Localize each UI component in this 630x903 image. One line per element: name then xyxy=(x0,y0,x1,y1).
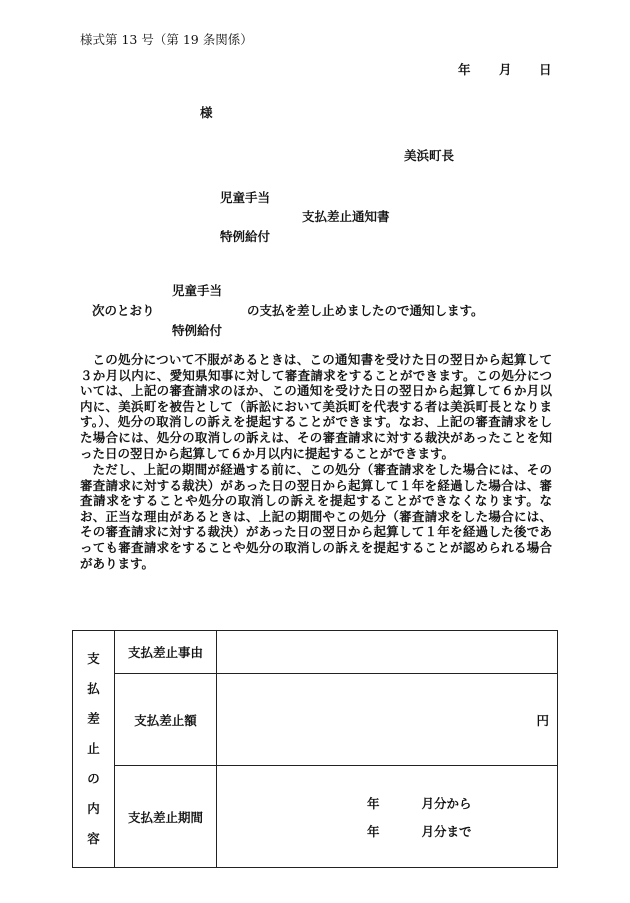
suspension-details-table xyxy=(72,630,558,868)
period-label: 支払差止期間 xyxy=(115,766,217,868)
amount-label: 支払差止額 xyxy=(115,674,217,766)
statement-prefix: 次のとおり xyxy=(92,303,155,318)
statement-allowance-1: 児童手当 xyxy=(172,283,223,298)
section-char: 内 xyxy=(87,801,100,816)
period-from-month: 月分から xyxy=(421,796,472,811)
title-allowance-2: 特例給付 xyxy=(220,229,271,244)
amount-value-field xyxy=(217,674,558,766)
table-row xyxy=(73,674,558,766)
date-day-label: 日 xyxy=(539,62,552,77)
statement-suffix: の支払を差し止めましたので通知します。 xyxy=(247,303,484,318)
title-main: 支払差止通知書 xyxy=(302,209,390,224)
appeal-notice-paragraph-2: ただし、上記の期間が経過する前に、この処分（審査請求をした場合には、その審査請求に対する裁決）があった日の翌日から起算して１年を経過した場合は、審査請求をすることや処分の取消しの訴えを提起することができなくなります。なお、正当な理由があるときは、上記の期間やこの処分（審査請求をした場合には、その審査請求に対する裁決）があった日の翌日から起算して１年を経過した後であっても審査請求をすることや処分の取消しの訴えを提起することが認められる場合があります。 xyxy=(80,462,552,571)
reason-label: 支払差止事由 xyxy=(115,631,217,674)
addressee-suffix: 様 xyxy=(200,105,213,120)
table-row xyxy=(73,631,558,674)
period-to-year: 年 xyxy=(367,824,380,839)
period-from xyxy=(367,794,472,812)
statement-allowance-2: 特例給付 xyxy=(172,323,223,338)
period-from-year: 年 xyxy=(367,796,380,811)
reason-value-field xyxy=(217,631,558,674)
section-char: 止 xyxy=(87,741,100,756)
period-value-field xyxy=(217,766,558,868)
appeal-notice-paragraph-1: この処分について不服があるときは、この通知書を受けた日の翌日から起算して３か月以内に、愛知県知事に対して審査請求をすることができます。この処分については、上記の審査請求のほか、この通知を受けた日の翌日から起算して６か月以内に、美浜町を被告として（訴訟において美浜町を代表する者は美浜町長となります。）、処分の取消しの訴えを提起することができます。なお、上記の審査請求をした場合には、処分の取消しの訴えは、その審査請求に対する裁決があったことを知った日の翌日から起算して６か月以内に提起することができます。 xyxy=(80,352,552,461)
section-char: 差 xyxy=(87,711,100,726)
period-to-month: 月分まで xyxy=(421,824,472,839)
section-label-vertical xyxy=(73,631,115,868)
section-char: 容 xyxy=(87,831,100,846)
period-to xyxy=(367,822,472,840)
section-char: 支 xyxy=(87,651,100,666)
yen-unit: 円 xyxy=(536,712,549,728)
table-row xyxy=(73,766,558,868)
section-char: 払 xyxy=(87,681,100,696)
form-number: 様式第 13 号（第 19 条関係） xyxy=(80,32,253,47)
section-char: の xyxy=(87,771,100,786)
date-month-label: 月 xyxy=(499,62,512,77)
issuer-name: 美浜町長 xyxy=(404,148,455,163)
title-allowance-1: 児童手当 xyxy=(220,190,271,205)
date-year-label: 年 xyxy=(458,62,471,77)
